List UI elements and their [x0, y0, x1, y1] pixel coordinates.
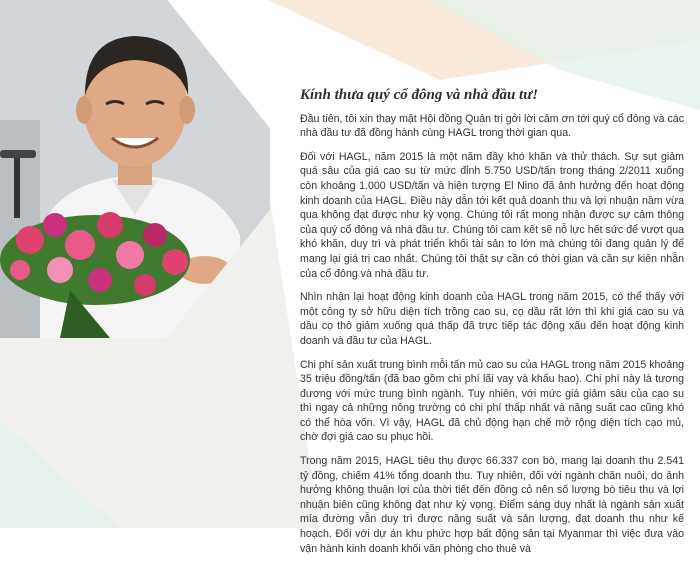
letter-paragraph-5: Trong năm 2015, HAGL tiêu thụ được 66.337 con bò, mang lại doanh thu 2.541 tỷ đồng, chiếm 41% tổng doanh thu. Tuy nhiên, đối với ngành chăn nuôi, do ảnh hưởng không thuận lợi của thời tiết đến đồng cỏ nên số lượng bò tiêu thụ và lợi nhuận biên cũng không đạt như kỳ vọng. Điểm sáng duy nhất là ngành sản xuất mía đường vẫn duy trì được năng suất và sản lượng, đạt doanh thu như kế hoạch. Đối với dự án khu phức hợp bất động sản tại Myanmar thì việc đưa vào vận hành kinh doanh khối văn phòng cho thuê và: [300, 455, 684, 555]
letter-paragraph-4: Chi phí sản xuất trung bình mỗi tấn mủ cao su của HAGL trong năm 2015 khoảng 35 triệu đồng/tấn (đã bao gồm chi phí lãi vay và khấu hao). Chi phí này là tương đương với mức trung bình ngành. Tuy nhiên, với mức giá giảm sâu của cao su thì ngay cả những nông trường có chi phí thấp nhất và năng suất cao cũng khó có thể hòa vốn. Vì vậy, HAGL đã chủ động hạn chế mở rộng diện tích cạo mủ, chờ đợi giá cao su phục hồi.: [300, 358, 684, 444]
letter-paragraph-1: Đầu tiên, tôi xin thay mặt Hội đồng Quản trị gởi lời cảm ơn tới quý cổ đông và các nhà đầu tư đã đồng hành cùng HAGL trong thời gian qua.: [300, 112, 684, 140]
shareholder-letter: [300, 88, 684, 565]
letter-paragraph-3: Nhìn nhận lại hoạt động kinh doanh của HAGL trong năm 2015, có thể thấy với một công ty sở hữu diện tích trồng cao su, cọ dầu rất lớn thì khi giá cao su và dầu cọ thô giảm xuống quá thấp đã trực tiếp tác động xấu đến hoạt động kinh doanh và đầu tư của HAGL.: [300, 291, 684, 347]
letter-paragraph-2: Đối với HAGL, năm 2015 là một năm đầy khó khăn và thử thách. Sự sụt giảm quá sâu của giá cao su từ mức đỉnh 5.750 USD/tấn trong tháng 2/2011 xuống còn khoảng 1.000 USD/tấn và hiện tượng El Nino đã ảnh hưởng đến hoạt động kinh doanh của HAGL. Điều này dẫn tới kết quả doanh thu và lợi nhuận năm vừa qua không đạt được như kỳ vọng. Chúng tôi rất mong nhận được sự cảm thông của quý cổ đông và nhà đầu tư. Chúng tôi cam kết sẽ nỗ lực hết sức để vượt qua khó khăn, duy trì và phát triển khối tài sản to lớn mà chúng tôi đang quản lý để mang lại giá trị cao nhất. Chúng tôi thật sự cần có thời gian và cần sự kiên nhẫn của cổ đông và nhà đầu tư.: [300, 150, 684, 280]
letter-greeting: Kính thưa quý cổ đông và nhà đầu tư!: [300, 87, 539, 103]
